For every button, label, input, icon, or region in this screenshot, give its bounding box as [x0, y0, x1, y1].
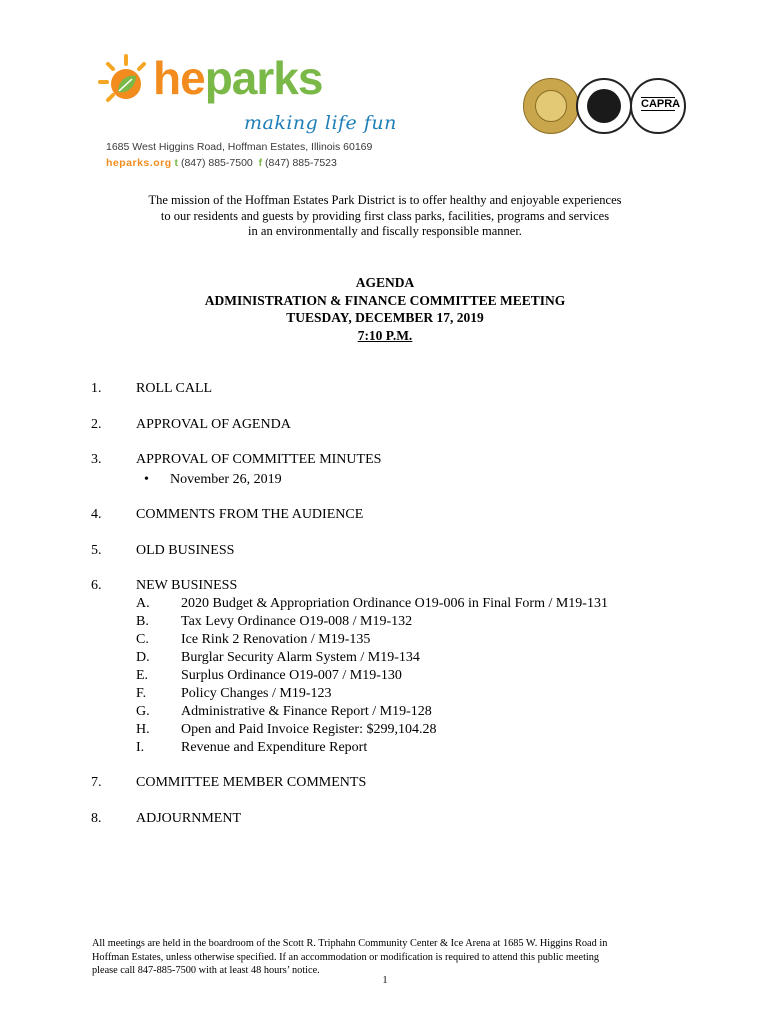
brand-logo	[153, 52, 323, 104]
sub-item-letter: I.	[136, 740, 145, 755]
item-text: ROLL CALL	[136, 381, 213, 396]
phone-label: t	[174, 157, 179, 169]
sun-leaf-logo-icon	[96, 52, 156, 112]
mission-line: The mission of the Hoffman Estates Park District is to offer healthy and enjoyable experiences	[148, 193, 622, 207]
sub-item-text: Administrative & Finance Report / M19-128	[181, 704, 432, 719]
item-number: 4.	[91, 507, 102, 522]
footer-line: please call 847-885-7500 with at least 48 hours’ notice.	[92, 965, 320, 976]
sub-item-letter: G.	[136, 704, 150, 719]
address: 1685 West Higgins Road, Hoffman Estates, Illinois 60169	[106, 141, 373, 153]
footer-line: Hoffman Estates, unless otherwise specified. If an accommodation or modification is required to attend this public meeting	[92, 951, 600, 963]
sub-item-letter: F.	[136, 686, 147, 701]
gold-medal-badge-icon	[523, 78, 579, 134]
item-text: NEW BUSINESS	[136, 578, 238, 593]
sub-item-text: Surplus Ordinance O19-007 / M19-130	[181, 668, 402, 683]
page-number: 1	[382, 975, 388, 986]
sub-item-text: 2020 Budget & Appropriation Ordinance O19-006 in Final Form / M19-131	[181, 596, 608, 611]
item-text: COMMITTEE MEMBER COMMENTS	[136, 775, 367, 790]
mission-line: to our residents and guests by providing first class parks, facilities, programs and services	[160, 208, 610, 223]
bullet-icon: •	[144, 472, 149, 487]
logo-parks-text: parks	[204, 52, 323, 104]
agenda-title: AGENDA	[355, 275, 415, 290]
mission-line: in an environmentally and fiscally responsible manner.	[248, 224, 522, 238]
sub-item-text: Tax Levy Ordinance O19-008 / M19-132	[181, 614, 413, 629]
item-text: COMMENTS FROM THE AUDIENCE	[136, 507, 364, 522]
sub-item-letter: C.	[136, 632, 149, 647]
capra-accreditation-badge-icon	[630, 78, 686, 134]
meeting-time: 7:10 P.M.	[357, 327, 413, 343]
sub-item-text: Revenue and Expenditure Report	[181, 740, 368, 755]
item-number: 6.	[91, 578, 102, 593]
item-text: APPROVAL OF COMMITTEE MINUTES	[136, 452, 382, 467]
item-text: OLD BUSINESS	[136, 543, 235, 558]
minutes-date: November 26, 2019	[170, 472, 282, 487]
footer-line: All meetings are held in the boardroom of the Scott R. Triphahn Community Center & Ice Arena at 1685 W. Higgins Road in	[92, 938, 608, 949]
item-text: APPROVAL OF AGENDA	[136, 417, 291, 432]
item-number: 8.	[91, 811, 102, 826]
sub-item-text: Open and Paid Invoice Register: $299,104.28	[181, 722, 437, 737]
fax-number: (847) 885-7523	[265, 157, 337, 169]
mission-statement	[80, 193, 690, 240]
footer-notice	[92, 937, 682, 978]
tagline: making life fun	[244, 112, 397, 134]
capra-badge-text: CAPRA	[641, 98, 681, 110]
sub-item-text: Policy Changes / M19-123	[181, 686, 332, 701]
sub-item-letter: D.	[136, 650, 150, 665]
meeting-date: TUESDAY, DECEMBER 17, 2019	[286, 310, 484, 325]
website-link[interactable]: heparks.org	[106, 157, 172, 169]
sub-item-letter: A.	[136, 596, 150, 611]
meeting-name: ADMINISTRATION & FINANCE COMMITTEE MEETING	[204, 292, 566, 308]
item-number: 5.	[91, 543, 102, 558]
item-number: 7.	[91, 775, 102, 790]
sub-item-text: Burglar Security Alarm System / M19-134	[181, 650, 420, 665]
agenda-heading	[80, 274, 690, 344]
fax-label: f	[258, 157, 263, 169]
sub-item-text: Ice Rink 2 Renovation / M19-135	[181, 632, 371, 647]
item-text: ADJOURNMENT	[136, 811, 241, 826]
sub-item-letter: H.	[136, 722, 150, 737]
phone-number: (847) 885-7500	[180, 157, 253, 169]
contact-line	[106, 157, 337, 169]
item-number: 1.	[91, 381, 102, 396]
item-number: 2.	[91, 417, 102, 432]
illinois-accredited-agency-badge-icon	[576, 78, 632, 134]
sub-item-letter: E.	[136, 668, 149, 683]
item-number: 3.	[91, 452, 102, 467]
sub-item-letter: B.	[136, 614, 149, 629]
logo-he-text: he	[153, 52, 205, 104]
